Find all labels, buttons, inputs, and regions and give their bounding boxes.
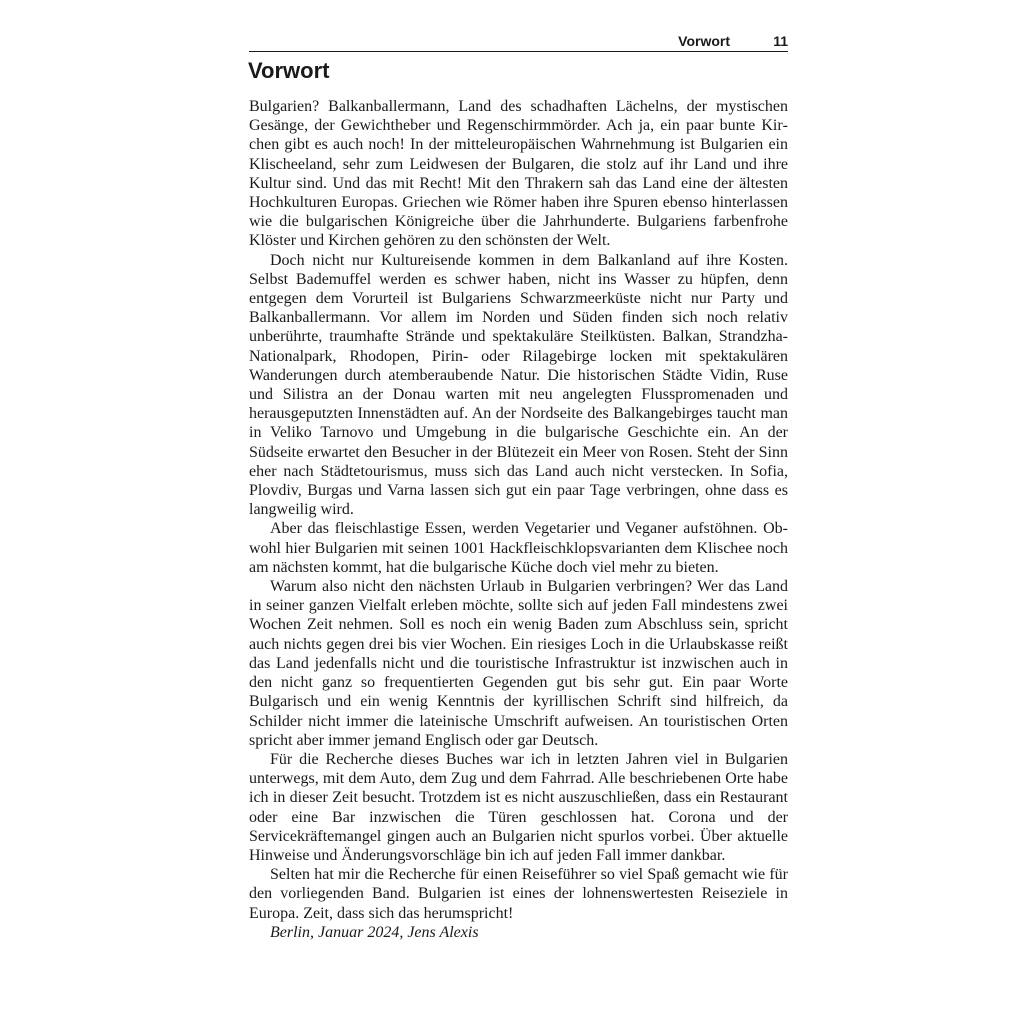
- running-header: [249, 31, 788, 52]
- paragraph: Bulgarien? Balkanballermann, Land des schadhaften Lächelns, der mystischen Gesänge, der Gewichtheber und Regenschirmmörder. Ach ja, ein paar bunte Kirchen gibt es auch noch! In der mitteleuropäischen Wahrnehmung ist Bulgarien ein Klischeeland, sehr zum Leidwesen der Bulgaren, die stolz auf ihr Land und ihre Kultur sind. Und das mit Recht! Mit den Thrakern sah das Land eine der ältesten Hochkulturen Europas. Griechen wie Römer haben ihre Spuren ebenso hinterlassen wie die bulgarischen Königreiche über die Jahrhunderte. Bulgariens farbenfrohe Klöster und Kirchen gehören zu den schönsten der Welt.: [249, 98, 788, 250]
- paragraph: Für die Recherche dieses Buches war ich in letzten Jahren viel in Bulgarien unterwegs, mit dem Auto, dem Zug und dem Fahrrad. Alle beschriebenen Orte habe ich in dieser Zeit besucht. Trotzdem ist es nicht auszuschließen, dass ein Restaurant oder eine Bar inzwischen die Türen geschlossen hat. Corona und der Servicekräftemangel gingen auch an Bulgarien nicht spurlos vorbei. Über aktuelle Hinweise und Änderungsvorschläge bin ich auf jeden Fall immer dankbar.: [249, 750, 788, 864]
- author-signature: Berlin, Januar 2024, Jens Alexis: [270, 923, 479, 941]
- paragraph: Selten hat mir die Recherche für einen Reiseführer so viel Spaß gemacht wie für den vorliegenden Band. Bulgarien ist eines der lohnenswertesten Reiseziele in Europa. Zeit, dass sich das herumspricht!: [249, 866, 788, 922]
- paragraph: Doch nicht nur Kultureisende kommen in dem Balkanland auf ihre Kosten. Selbst Bademuffel werden es schwer haben, nicht ins Wasser zu hüpfen, denn entgegen dem Vorurteil ist Bulgariens Schwarzmeerküste nicht nur Party und Balkanballermann. Vor allem im Norden und Süden finden sich noch relativ unberührte, traumhafte Strände und spektakuläre Steilküsten. Balkan, Strandzha-Nationalpark, Rhodopen, Pirin- oder Rilagebirge locken mit spektakulären Wanderungen durch atemberaubende Natur. Die historischen Städte Vidin, Ruse und Silistra an der Donau warten mit neu angelegten Flusspromenaden und herausgeputzten Innenstädten auf. An der Nordseite des Balkangebirges taucht man in Veliko Tarnovo und Umgebung in die bulgarische Geschichte ein. An der Südseite erwartet den Besucher in der Blütezeit ein Meer von Rosen. Steht der Sinn eher nach Städtetourismus, muss sich das Land auch nicht verstecken. In Sofia, Plovdiv, Burgas und Varna lassen sich gut ein paar Tage verbringen, ohne dass es langweilig wird.: [249, 251, 788, 519]
- paragraph: Aber das fleischlastige Essen, werden Vegetarier und Veganer aufstöhnen. Obwohl hier Bulgarien mit seinen 1001 Hackfleischklopsvarianten dem Klischee noch am nächsten kommt, hat die bulgarische Küche doch viel mehr zu bieten.: [249, 520, 788, 576]
- chapter-title: Vorwort: [248, 58, 330, 83]
- running-header-title: Vorwort: [678, 33, 730, 49]
- page-number: 11: [773, 33, 788, 49]
- body-text: [249, 97, 788, 942]
- paragraph: Warum also nicht den nächsten Urlaub in Bulgarien verbringen? Wer das Land in seiner ganzen Vielfalt erleben möchte, sollte sich auf jeden Fall mindestens zwei Wochen Zeit nehmen. Soll es noch ein wenig Baden zum Abschluss sein, spricht auch nichts gegen drei bis vier Wochen. Ein riesiges Loch in die Urlaubskasse reißt das Land jedenfalls nicht und die touristische Infrastruktur ist inzwischen auch in den nicht ganz so frequentierten Gegenden gut bis sehr gut. Ein paar Worte Bulgarisch und ein wenig Kenntnis der kyrillischen Schrift sind hilfreich, da Schilder nicht immer die lateinische Umschrift aufweisen. An touristischen Orten spricht aber immer jemand Englisch oder gar Deutsch.: [249, 578, 788, 749]
